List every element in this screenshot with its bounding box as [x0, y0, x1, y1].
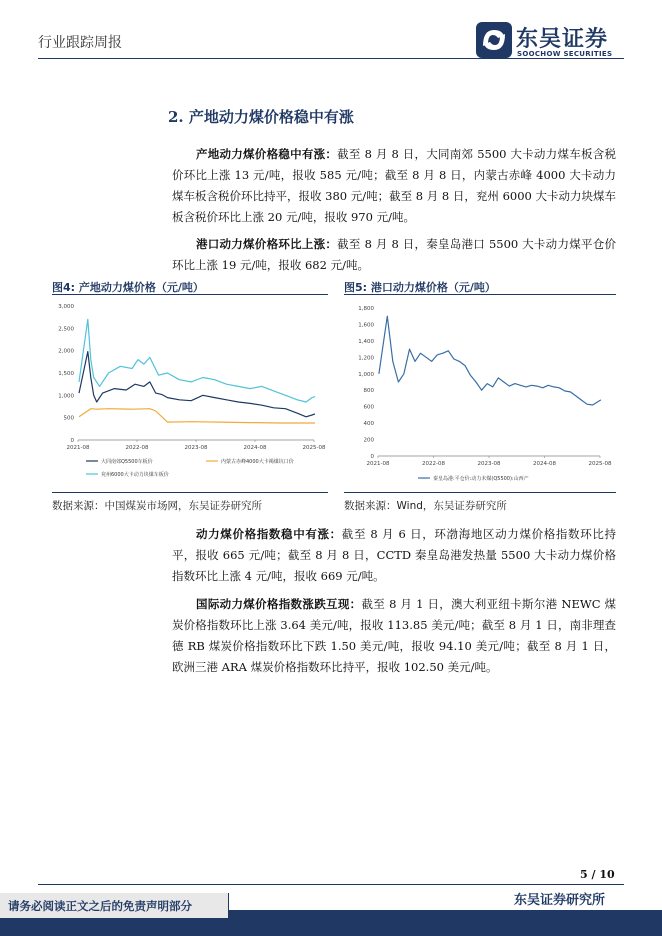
chart-port-coal-price	[344, 296, 616, 488]
paragraph-text: 截至 8 月 1 日，澳大利亚纽卡斯尔港 NEWC 煤炭价格指数环比上涨 3.64 美元/吨，报收 113.85 美元/吨；截至 8 月 1 日，南非理查德 RB 煤炭价格指数环比下跌 1.50 美元/吨，报收 94.10 美元/吨；截至 8 月 1 日，欧洲三港 ARA 煤炭价格指数环比持平，报收 102.50 美元/吨。	[172, 597, 616, 674]
x-tick-label: 2025-08	[588, 461, 612, 467]
x-tick-label: 2024-08	[243, 445, 267, 451]
footer-divider	[38, 884, 624, 885]
y-tick-label: 0	[370, 454, 374, 460]
paragraph-intl-index	[172, 594, 616, 678]
legend-label: 兖州6000大卡动力块煤车板价	[101, 472, 169, 478]
y-tick-label: 600	[363, 404, 374, 411]
legend-label: 秦皇岛港:平仓价:动力末煤(Q5500):山西产	[433, 476, 529, 482]
y-tick-label: 1,200	[358, 355, 374, 362]
paragraph-lead: 港口动力煤价格环比上涨：	[196, 237, 338, 251]
y-tick-label: 1,500	[58, 371, 74, 377]
figure-bottom-divider	[344, 492, 616, 493]
y-tick-label: 3,000	[58, 304, 74, 310]
y-tick-label: 200	[363, 437, 374, 444]
chart-origin-coal-price	[52, 296, 328, 488]
x-tick-label: 2021-08	[66, 445, 90, 451]
y-tick-label: 1,000	[358, 371, 374, 378]
paragraph-lead: 动力煤价格指数稳中有涨：	[196, 527, 342, 541]
x-tick-label: 2022-08	[422, 461, 445, 467]
company-logo	[476, 20, 626, 60]
y-tick-label: 1,400	[358, 338, 374, 345]
logo-text-en: SOOCHOW SECURITIES	[517, 50, 613, 58]
series-line	[79, 352, 315, 417]
legend-label: 内蒙古赤峰4000大卡褐煤坑口价	[221, 459, 294, 465]
figure-title-divider	[344, 294, 616, 295]
figure-title: 图5: 港口动力煤价格（元/吨）	[344, 281, 496, 294]
x-tick-label: 2022-08	[125, 445, 149, 451]
x-tick-label: 2021-08	[366, 461, 390, 467]
y-tick-label: 0	[70, 438, 74, 444]
x-tick-label: 2023-08	[184, 445, 208, 451]
section-title: 2. 产地动力煤价格稳中有涨	[168, 108, 354, 126]
paragraph-port-price	[172, 234, 616, 276]
series-line	[79, 409, 315, 423]
series-line	[79, 319, 315, 402]
x-tick-label: 2024-08	[533, 461, 556, 467]
page-number: 5 / 10	[580, 868, 615, 881]
y-tick-label: 2,000	[58, 348, 74, 355]
figure-title-divider	[52, 294, 328, 295]
x-tick-label: 2023-08	[477, 461, 501, 467]
series-line	[379, 316, 601, 405]
figure-bottom-divider	[52, 492, 328, 493]
y-tick-label: 2,500	[58, 326, 74, 333]
paragraph-text: 截至 8 月 6 日，环渤海地区动力煤价格指数环比持平，报收 665 元/吨；截至 8 月 8 日，CCTD 秦皇岛港发热量 5500 大卡动力煤价格指数环比上涨 4 元/吨，报收 669 元/吨。	[172, 527, 616, 583]
paragraph-lead: 国际动力煤价格指数涨跌互现：	[196, 597, 362, 611]
y-tick-label: 1,000	[58, 393, 74, 400]
paragraph-price-index	[172, 524, 616, 587]
figure-title: 图4: 产地动力煤价格（元/吨）	[52, 281, 204, 294]
paragraph-text: 截至 8 月 8 日，大同南郊 5500 大卡动力煤车板含税价环比上涨 13 元/吨，报收 585 元/吨；截至 8 月 8 日，内蒙古赤峰 4000 大卡动力煤车板含税价环比持平，报收 380 元/吨；截至 8 月 8 日，兖州 6000 大卡动力块煤车板含税价环比上涨 20 元/吨，报收 970 元/吨。	[172, 147, 616, 224]
y-tick-label: 400	[363, 421, 374, 428]
figure-source: 数据来源：中国煤炭市场网，东吴证券研究所	[52, 500, 262, 512]
report-type-label: 行业跟踪周报	[38, 35, 122, 51]
header-divider	[38, 58, 624, 59]
disclaimer-text: 请务必阅读正文之后的免责声明部分	[8, 899, 192, 913]
figure-source: 数据来源：Wind，东吴证券研究所	[344, 500, 507, 512]
paragraph-lead: 产地动力煤价格稳中有涨：	[196, 147, 338, 161]
y-tick-label: 1,800	[358, 306, 374, 312]
x-tick-label: 2025-08	[302, 445, 326, 451]
logo-text-cn: 东吴证券	[516, 27, 609, 52]
legend-label: 大同南郊Q5500车板价	[101, 459, 153, 465]
y-tick-label: 800	[363, 388, 374, 395]
y-tick-label: 1,600	[358, 322, 374, 329]
logo-mark-icon	[476, 22, 512, 58]
paragraph-text: 截至 8 月 8 日，秦皇岛港口 5500 大卡动力煤平仓价环比上涨 19 元/吨，报收 682 元/吨。	[172, 237, 616, 272]
institution-name: 东吴证券研究所	[514, 893, 606, 908]
y-tick-label: 500	[63, 415, 74, 422]
paragraph-origin-price	[172, 144, 616, 228]
